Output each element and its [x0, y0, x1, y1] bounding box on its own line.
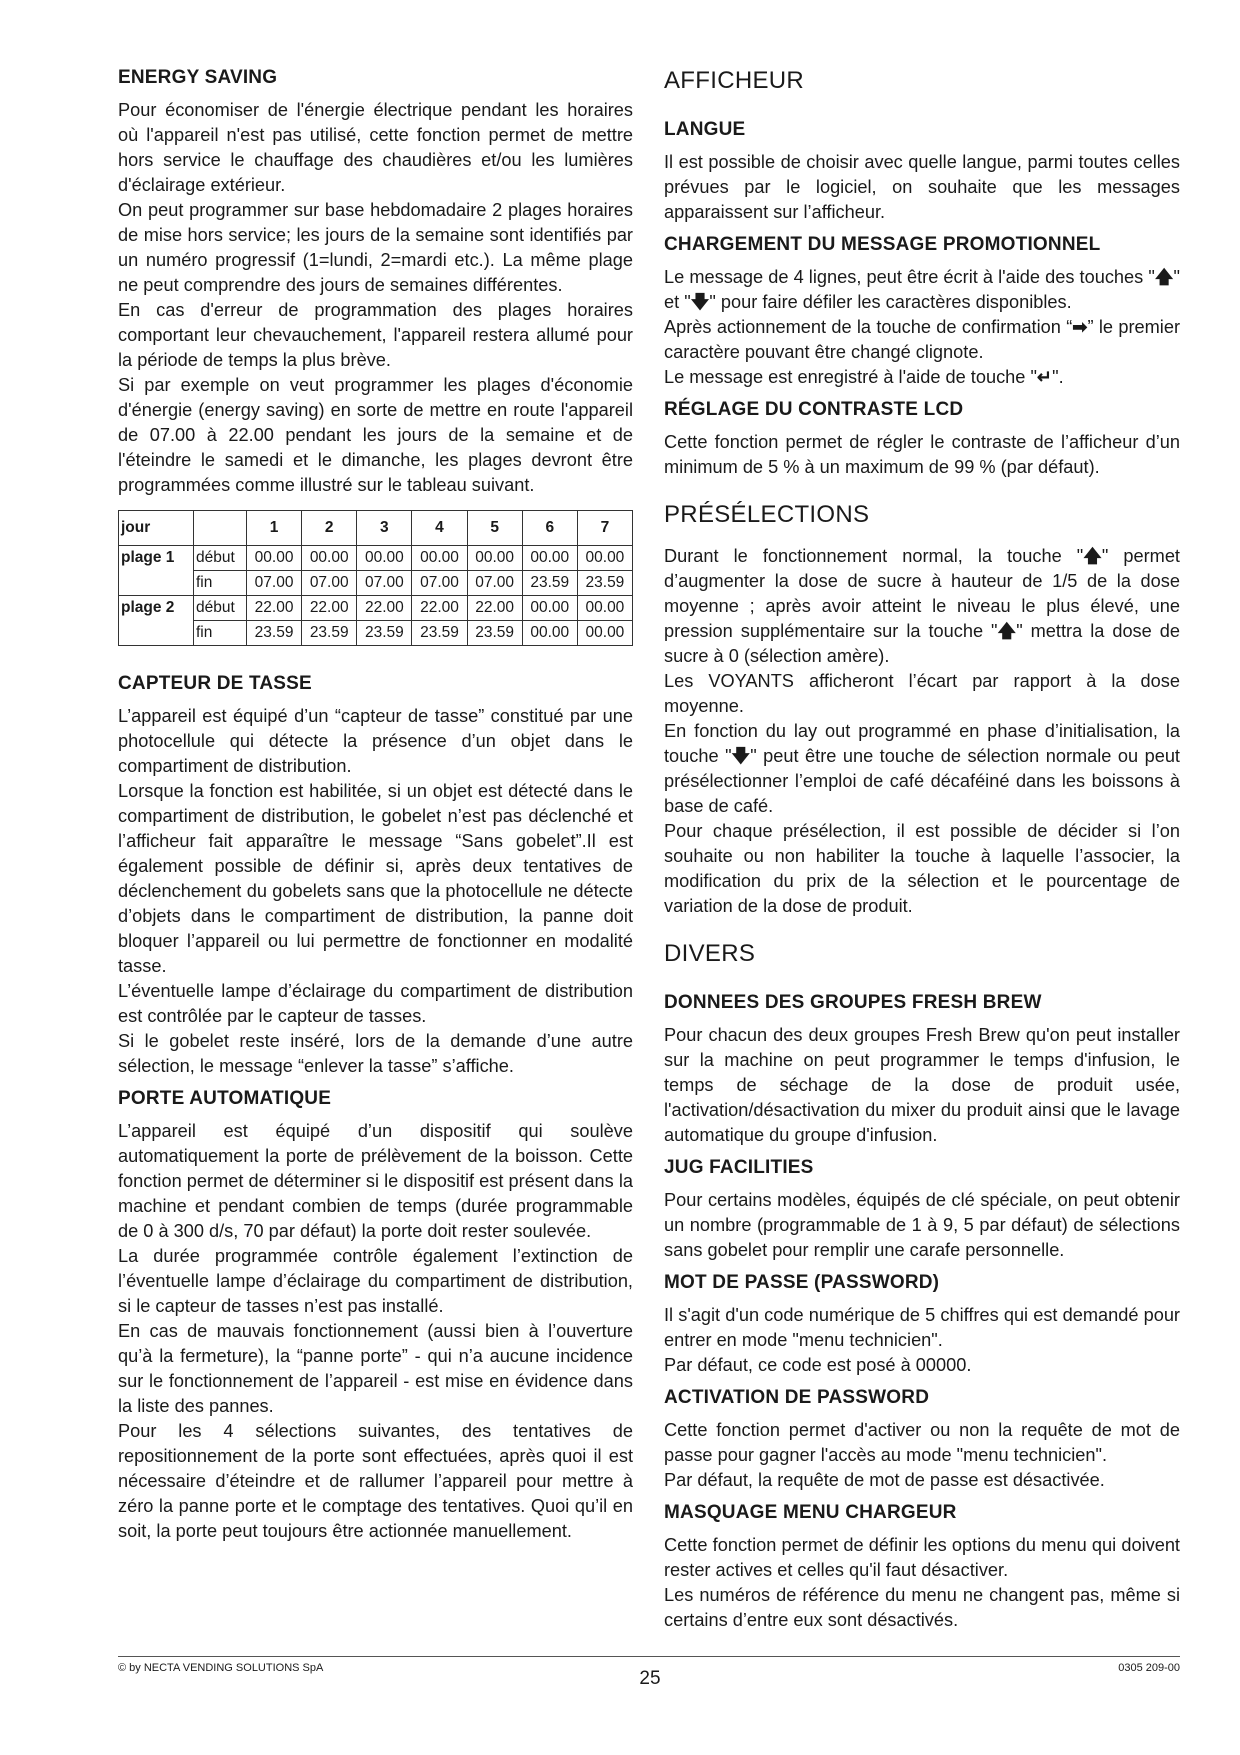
- footer-copyright: © by NECTA VENDING SOLUTIONS SpA: [118, 1662, 324, 1674]
- porte-paragraph-3: En cas de mauvais fonctionnement (aussi bien à l’ouverture qu’à la fermeture), la “panne porte” - qui n’a aucune incidence sur le fonctionnement de l’appareil - est mise en évidence dans la liste des pannes.: [118, 1321, 633, 1416]
- footer-doc-code: 0305 209-00: [1118, 1662, 1180, 1674]
- table-cell: 23.59: [247, 621, 302, 646]
- langue-paragraph: Il est possible de choisir avec quelle langue, parmi toutes celles prévues par le logiciel, on souhaite que les messages apparaissent sur l’afficheur.: [664, 152, 1180, 222]
- table-cell: 00.00: [522, 596, 577, 621]
- password-heading: MOT DE PASSE (PASSWORD): [664, 1272, 940, 1293]
- table-cell: 00.00: [247, 546, 302, 571]
- preselections-heading: PRÉSÉLECTIONS: [664, 501, 870, 528]
- contraste-paragraph: Cette fonction permet de régler le contraste de l’afficheur d’un minimum de 5 % à un maximum de 99 % (par défaut).: [664, 432, 1180, 477]
- masquage-paragraph-2: Les numéros de référence du menu ne changent pas, même si certains d’entre eux sont désactivés.: [664, 1585, 1180, 1630]
- table-day: 6: [522, 511, 577, 546]
- table-header-row: [119, 511, 633, 546]
- right-arrow-key-icon: ➡: [1072, 317, 1088, 337]
- table-cell: 22.00: [412, 596, 467, 621]
- table-cell: 00.00: [577, 596, 632, 621]
- up-arrow-key-icon: 🡅: [1154, 267, 1174, 287]
- plage-2-label: plage 2: [119, 596, 194, 646]
- page-number: 25: [639, 1668, 661, 1689]
- table-header-label: jour: [119, 511, 194, 546]
- preselections-paragraph-1: Durant le fonctionnement normal, la touche "🡅" permet d’augmenter la dose de sucre à hauteur de 1/5 de la dose moyenne ; après avoir atteint le niveau le plus élevé, une pression supplémentaire sur la touche "🡅" mettra la dose de sucre à 0 (sélection amère).: [664, 546, 1180, 666]
- capteur-paragraph-1: L’appareil est équipé d’un “capteur de tasse” constitué par une photocellule qui détecte la présence d’un objet dans le compartiment de distribution.: [118, 706, 633, 776]
- up-arrow-key-icon: 🡅: [997, 621, 1017, 641]
- preselections-paragraph-4: Pour chaque présélection, il est possible de décider si l’on souhaite ou non habiliter la touche à laquelle l’associer, la modification du prix de la sélection et le pourcentage de variation de la dose de produit.: [664, 821, 1180, 916]
- fin-label: fin: [194, 621, 247, 646]
- password-paragraph-2: Par défaut, ce code est posé à 00000.: [664, 1355, 972, 1375]
- table-cell: 00.00: [577, 621, 632, 646]
- divers-heading: DIVERS: [664, 940, 756, 967]
- activation-paragraph-2: Par défaut, la requête de mot de passe est désactivée.: [664, 1470, 1105, 1490]
- table-cell: 23.59: [577, 571, 632, 596]
- preselections-paragraph-3: En fonction du lay out programmé en phase d’initialisation, la touche "🡇" peut être une touche de sélection normale ou peut présélectionner l’emploi de café décaféiné dans les boissons à base de café.: [664, 721, 1180, 816]
- table-cell: 23.59: [357, 621, 412, 646]
- langue-heading: LANGUE: [664, 119, 746, 140]
- table-cell: 22.00: [357, 596, 412, 621]
- table-cell: 23.59: [412, 621, 467, 646]
- table-cell: 00.00: [577, 546, 632, 571]
- porte-paragraph-4: Pour les 4 sélections suivantes, des tentatives de repositionnement de la porte sont effectuées, après quoi il est nécessaire d’éteindre et de rallumer l’appareil pour mettre à zéro la panne porte et le comptage des tentatives. Quoi qu’il en soit, la porte peut toujours être actionnée manuellement.: [118, 1421, 633, 1541]
- preselections-paragraph-2: Les VOYANTS afficheront l’écart par rapport à la dose moyenne.: [664, 671, 1180, 716]
- table-cell: 00.00: [522, 621, 577, 646]
- porte-paragraph-1: L’appareil est équipé d’un dispositif qui soulève automatiquement la porte de prélèvement de la boisson. Cette fonction permet de déterminer si le dispositif est présent dans la machine et pendant combien de temps (durée programmable de 0 à 300 d/s, 70 par défaut) la porte doit rester soulevée.: [118, 1121, 633, 1241]
- table-row: [119, 596, 633, 621]
- activation-password-heading: ACTIVATION DE PASSWORD: [664, 1387, 930, 1408]
- up-arrow-key-icon: 🡅: [1083, 546, 1102, 566]
- activation-paragraph-1: Cette fonction permet d'activer ou non la requête de mot de passe pour gagner l'accès au mode "menu technicien".: [664, 1420, 1180, 1465]
- table-cell: 07.00: [467, 571, 522, 596]
- table-cell: 22.00: [247, 596, 302, 621]
- table-row: [119, 546, 633, 571]
- footer-divider: [118, 1656, 1180, 1657]
- capteur-paragraph-4: Si le gobelet reste inséré, lors de la demande d’une autre sélection, le message “enlever la tasse” s’affiche.: [118, 1031, 633, 1076]
- energy-saving-paragraph-1: Pour économiser de l'énergie électrique pendant les horaires où l'appareil n'est pas utilisé, cette fonction permet de mettre hors service le chauffage des chaudières et/ou les lumières d'éclairage extérieur.: [118, 100, 633, 195]
- table-day: 4: [412, 511, 467, 546]
- porte-paragraph-2: La durée programmée contrôle également l’extinction de l’éventuelle lampe d’éclairage du compartiment de distribution, si le capteur de tasses n’est pas installé.: [118, 1246, 633, 1316]
- capteur-de-tasse-heading: CAPTEUR DE TASSE: [118, 673, 312, 694]
- left-column: [118, 66, 633, 1544]
- energy-saving-paragraph-2: On peut programmer sur base hebdomadaire 2 plages horaires de mise hors service; les jours de la semaine sont identifiés par un numéro progressif (1=lundi, 2=mardi etc.). La même plage ne peut comprendre des jours de semaines différentes.: [118, 200, 633, 295]
- jug-facilities-paragraph: Pour certains modèles, équipés de clé spéciale, on peut obtenir un nombre (programmable de 1 à 9, 5 par défaut) de sélections sans gobelet pour remplir une carafe personnelle.: [664, 1190, 1180, 1260]
- table-row: [119, 571, 633, 596]
- table-cell: 00.00: [302, 546, 357, 571]
- fresh-brew-heading: DONNEES DES GROUPES FRESH BREW: [664, 992, 1042, 1013]
- fresh-brew-paragraph: Pour chacun des deux groupes Fresh Brew qu'on peut installer sur la machine on peut programmer le temps d'infusion, le temps de séchage de la dose de produit usée, l'activation/désactivation du mixer du produit ainsi que le lavage automatique du groupe d'infusion.: [664, 1025, 1180, 1145]
- table-row: [119, 621, 633, 646]
- contraste-lcd-heading: RÉGLAGE DU CONTRASTE LCD: [664, 399, 964, 420]
- plage-1-label: plage 1: [119, 546, 194, 596]
- table-cell: 00.00: [467, 546, 522, 571]
- masquage-paragraph-1: Cette fonction permet de définir les options du menu qui doivent rester actives et celles qu'il faut désactiver.: [664, 1535, 1180, 1580]
- table-day: 3: [357, 511, 412, 546]
- energy-saving-paragraph-3: En cas d'erreur de programmation des plages horaires comportant leur chevauchement, l'appareil restera allumé pour la période de temps la plus brève.: [118, 300, 633, 370]
- capteur-paragraph-2: Lorsque la fonction est habilitée, si un objet est détecté dans le compartiment de distribution, le gobelet n’est pas déclenché et l’afficheur fait apparaître le message “Sans gobelet”.Il est également possible de définir si, après deux tentatives de déclenchement du gobelets sans que la photocellule ne détecte d’objets dans le compartiment de distribution, la panne doit bloquer l’appareil ou lui permettre de fonctionner en modalité tasse.: [118, 781, 633, 976]
- table-cell: 07.00: [412, 571, 467, 596]
- table-day: 2: [302, 511, 357, 546]
- table-cell: 00.00: [522, 546, 577, 571]
- table-cell: 07.00: [302, 571, 357, 596]
- capteur-paragraph-3: L’éventuelle lampe d’éclairage du compartiment de distribution est contrôlée par le capteur de tasses.: [118, 981, 633, 1026]
- promo-message-heading: CHARGEMENT DU MESSAGE PROMOTIONNEL: [664, 234, 1101, 255]
- down-arrow-key-icon: 🡇: [690, 292, 710, 312]
- energy-saving-paragraph-4: Si par exemple on veut programmer les plages d'économie d'énergie (energy saving) en sorte de mettre en route l'appareil de 07.00 à 22.00 pendant les jours de la semaine et de l'éteindre le samedi et le dimanche, les plages devront être programmées comme illustré sur le tableau suivant.: [118, 375, 633, 495]
- table-cell: 07.00: [357, 571, 412, 596]
- masquage-menu-heading: MASQUAGE MENU CHARGEUR: [664, 1502, 957, 1523]
- table-cell: 23.59: [302, 621, 357, 646]
- promo-paragraph-1: Le message de 4 lignes, peut être écrit à l'aide des touches "🡅" et "🡇" pour faire défiler les caractères disponibles.: [664, 265, 1180, 315]
- table-day: 5: [467, 511, 522, 546]
- table-header-empty: [194, 511, 247, 546]
- promo-paragraph-3: Le message est enregistré à l'aide de touche "↵".: [664, 365, 1180, 390]
- right-column: [664, 66, 1180, 1633]
- table-cell: 07.00: [247, 571, 302, 596]
- table-cell: 22.00: [302, 596, 357, 621]
- fin-label: fin: [194, 571, 247, 596]
- afficheur-heading: AFFICHEUR: [664, 67, 805, 94]
- table-cell: 23.59: [467, 621, 522, 646]
- table-day: 1: [247, 511, 302, 546]
- porte-automatique-heading: PORTE AUTOMATIQUE: [118, 1088, 332, 1109]
- table-cell: 00.00: [412, 546, 467, 571]
- table-cell: 22.00: [467, 596, 522, 621]
- table-cell: 23.59: [522, 571, 577, 596]
- password-paragraph-1: Il s'agit d'un code numérique de 5 chiffres qui est demandé pour entrer en mode "menu technicien".: [664, 1305, 1180, 1350]
- debut-label: début: [194, 546, 247, 571]
- table-cell: 00.00: [357, 546, 412, 571]
- debut-label: début: [194, 596, 247, 621]
- enter-key-icon: ↵: [1036, 367, 1053, 387]
- jug-facilities-heading: JUG FACILITIES: [664, 1157, 814, 1178]
- down-arrow-key-icon: 🡇: [731, 746, 751, 766]
- table-day: 7: [577, 511, 632, 546]
- promo-paragraph-2: Après actionnement de la touche de confirmation “➡” le premier caractère pouvant être changé clignote.: [664, 317, 1181, 362]
- energy-saving-heading: ENERGY SAVING: [118, 67, 278, 88]
- energy-saving-schedule-table: [118, 510, 633, 646]
